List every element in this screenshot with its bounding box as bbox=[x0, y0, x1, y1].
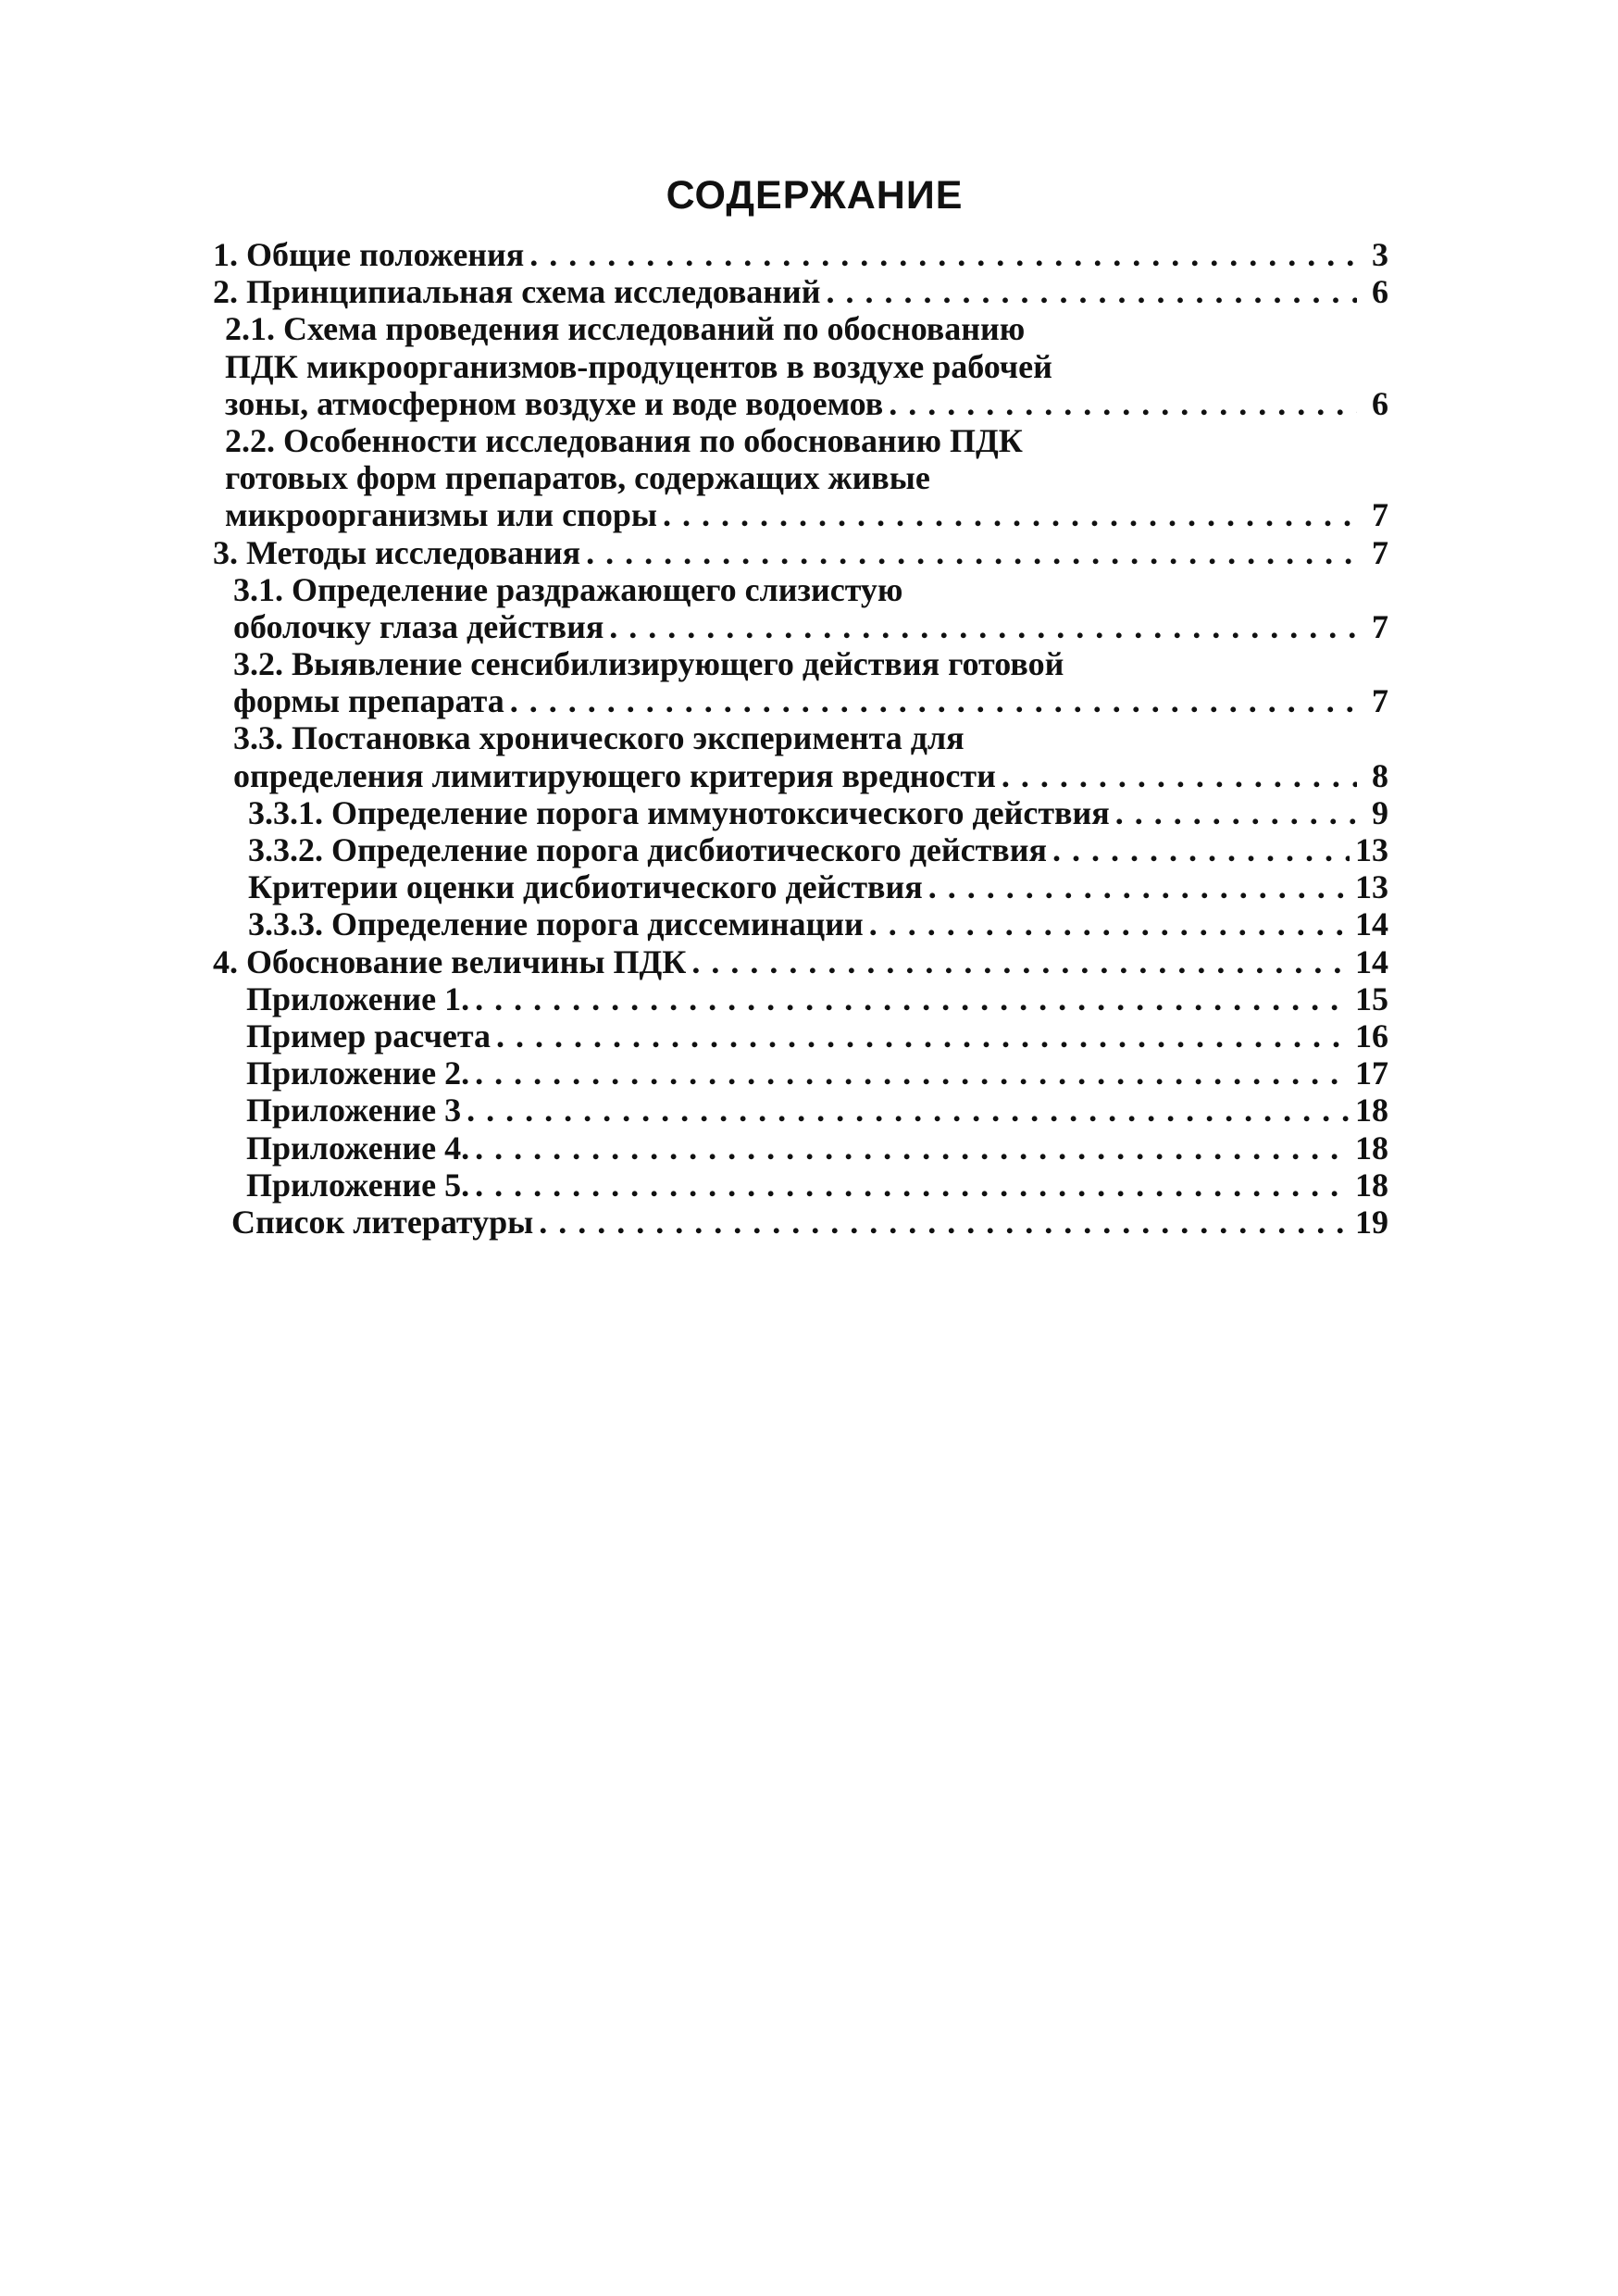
toc-entry-page: 9 bbox=[1372, 793, 1388, 831]
toc-entry-text: Приложение 2. bbox=[246, 1054, 470, 1092]
dot-leader bbox=[539, 1204, 1350, 1241]
toc-entry-text: 2.1. Схема проведения исследований по обоснованию bbox=[225, 310, 1026, 348]
toc-entry-text: 3.2. Выявление сенсибилизирующего действия готовой bbox=[233, 645, 1064, 683]
dot-leader bbox=[1115, 794, 1357, 831]
toc-entry-text: 2. Принципиальная схема исследований bbox=[213, 273, 821, 311]
toc-entry bbox=[213, 1092, 1388, 1129]
toc-entry-page: 3 bbox=[1372, 236, 1388, 273]
toc-entry-page: 15 bbox=[1355, 980, 1388, 1017]
dot-leader bbox=[529, 236, 1357, 273]
toc-entry-text: ПДК микроорганизмов-продуцентов в воздухе рабочей bbox=[225, 347, 1052, 385]
toc-entry bbox=[213, 273, 1388, 310]
toc-entry bbox=[213, 682, 1388, 719]
toc-entry-page: 13 bbox=[1355, 831, 1388, 868]
toc-entry-page: 13 bbox=[1355, 868, 1388, 906]
toc-entry-page: 6 bbox=[1372, 384, 1388, 422]
toc-entry-text: 1. Общие положения bbox=[213, 236, 525, 273]
toc-entry-text: Приложение 5. bbox=[246, 1166, 470, 1204]
dot-leader bbox=[827, 273, 1358, 310]
dot-leader bbox=[1002, 757, 1357, 794]
toc-entry bbox=[213, 459, 1388, 496]
toc-entry bbox=[213, 1167, 1388, 1204]
toc-entry bbox=[213, 310, 1388, 347]
dot-leader bbox=[889, 385, 1357, 422]
toc-entry bbox=[213, 1017, 1388, 1054]
toc-entry bbox=[213, 534, 1388, 571]
toc-entry-text: 2.2. Особенности исследования по обоснованию ПДК bbox=[225, 421, 1023, 459]
dot-leader bbox=[928, 868, 1350, 905]
toc-entry-text: Пример расчета bbox=[246, 1017, 491, 1054]
table-of-contents bbox=[213, 236, 1388, 1241]
dot-leader bbox=[586, 534, 1357, 571]
toc-entry bbox=[213, 757, 1388, 794]
toc-entry-text: Список литературы bbox=[231, 1203, 534, 1241]
dot-leader bbox=[475, 1167, 1350, 1204]
toc-entry bbox=[213, 980, 1388, 1017]
toc-entry bbox=[213, 608, 1388, 645]
toc-entry bbox=[213, 422, 1388, 459]
dot-leader bbox=[869, 905, 1350, 942]
toc-entry bbox=[213, 794, 1388, 831]
toc-entry-text: 3. Методы исследования bbox=[213, 533, 581, 571]
toc-entry bbox=[213, 905, 1388, 942]
toc-entry bbox=[213, 719, 1388, 756]
toc-entry bbox=[213, 831, 1388, 868]
toc-entry-text: Приложение 1. bbox=[246, 980, 470, 1017]
toc-entry-text: 3.3.1. Определение порога иммунотоксического действия bbox=[248, 793, 1110, 831]
toc-entry-page: 7 bbox=[1372, 496, 1388, 534]
toc-entry-text: Приложение 3 bbox=[246, 1092, 462, 1129]
toc-entry-page: 8 bbox=[1372, 756, 1388, 794]
toc-entry-page: 7 bbox=[1372, 533, 1388, 571]
toc-entry-page: 18 bbox=[1355, 1129, 1388, 1167]
dot-leader bbox=[467, 1092, 1350, 1129]
dot-leader bbox=[475, 980, 1350, 1017]
toc-entry-page: 18 bbox=[1355, 1092, 1388, 1129]
dot-leader bbox=[475, 1129, 1350, 1167]
dot-leader bbox=[609, 608, 1357, 645]
dot-leader bbox=[475, 1054, 1350, 1092]
toc-entry bbox=[213, 645, 1388, 682]
toc-entry-page: 6 bbox=[1372, 273, 1388, 311]
toc-entry-text: микроорганизмы или споры bbox=[225, 496, 657, 534]
toc-entry bbox=[213, 1129, 1388, 1167]
toc-entry-page: 14 bbox=[1355, 905, 1388, 943]
toc-entry-page: 7 bbox=[1372, 607, 1388, 645]
toc-entry-text: формы препарата bbox=[233, 682, 504, 720]
toc-entry bbox=[213, 868, 1388, 905]
dot-leader bbox=[496, 1017, 1350, 1054]
toc-entry-text: 3.3.3. Определение порога диссеминации bbox=[248, 905, 864, 943]
toc-entry-text: оболочку глаза действия bbox=[233, 607, 604, 645]
toc-entry-text: определения лимитирующего критерия вредности bbox=[233, 756, 996, 794]
toc-entry-page: 7 bbox=[1372, 682, 1388, 720]
toc-entry bbox=[213, 1054, 1388, 1092]
toc-entry-page: 16 bbox=[1355, 1017, 1388, 1054]
dot-leader bbox=[691, 943, 1350, 980]
toc-entry-text: Критерии оценки дисбиотического действия bbox=[248, 868, 923, 906]
toc-entry-text: 3.3. Постановка хронического эксперимента для bbox=[233, 719, 965, 757]
toc-entry-page: 17 bbox=[1355, 1054, 1388, 1092]
toc-entry bbox=[213, 236, 1388, 273]
toc-entry-page: 19 bbox=[1355, 1203, 1388, 1241]
toc-entry-text: 4. Обоснование величины ПДК bbox=[213, 942, 687, 980]
toc-entry bbox=[213, 348, 1388, 385]
toc-entry-text: готовых форм препаратов, содержащих живые bbox=[225, 459, 930, 497]
toc-entry-page: 18 bbox=[1355, 1166, 1388, 1204]
dot-leader bbox=[1052, 831, 1350, 868]
toc-entry bbox=[213, 385, 1388, 422]
toc-entry-text: 3.1. Определение раздражающего слизистую bbox=[233, 570, 903, 608]
toc-entry-text: 3.3.2. Определение порога дисбиотического действия bbox=[248, 831, 1047, 868]
dot-leader bbox=[510, 682, 1357, 719]
toc-entry bbox=[213, 1204, 1388, 1241]
toc-entry-page: 14 bbox=[1355, 942, 1388, 980]
toc-entry bbox=[213, 571, 1388, 608]
toc-entry-text: зоны, атмосферном воздухе и воде водоемов bbox=[225, 384, 884, 422]
toc-entry bbox=[213, 496, 1388, 533]
page-title: СОДЕРЖАНИЕ bbox=[666, 173, 964, 218]
dot-leader bbox=[663, 496, 1357, 533]
toc-entry-text: Приложение 4. bbox=[246, 1129, 470, 1167]
toc-entry bbox=[213, 943, 1388, 980]
